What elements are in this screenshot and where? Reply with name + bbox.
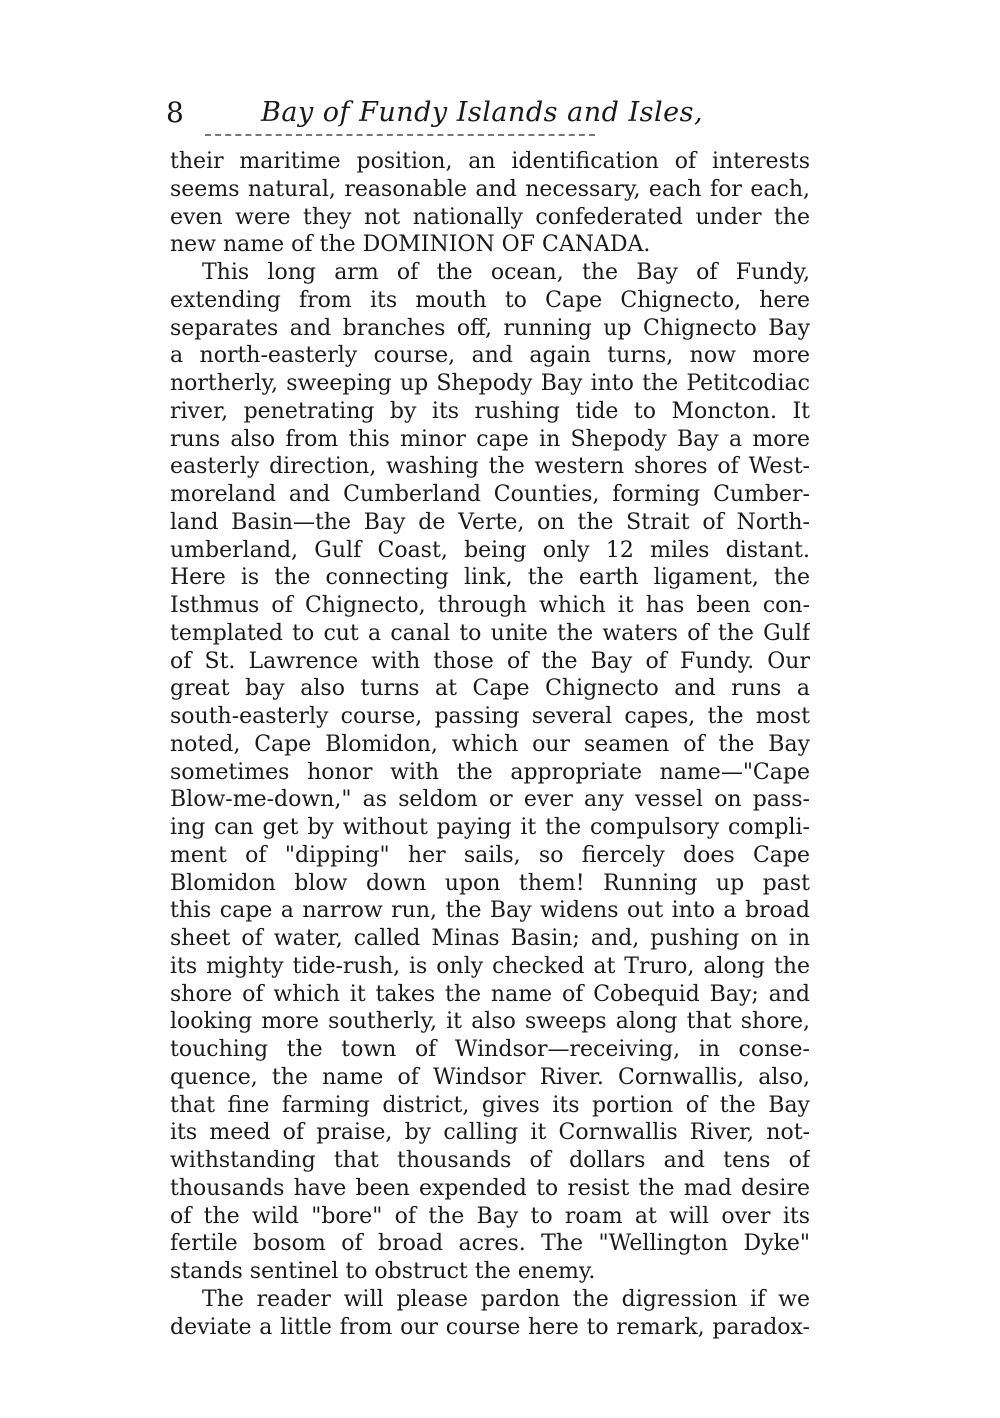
text-line: touching the town of Windsor—receiving, in conse- bbox=[170, 1037, 810, 1062]
text-line: Blow-me-down," as seldom or ever any vessel on pass- bbox=[170, 787, 810, 813]
text-line: land Basin—the Bay de Verte, on the Strait of North- bbox=[170, 509, 810, 535]
text-line: thousands have been expended to resist the mad desire bbox=[170, 1175, 810, 1201]
text-line: a north-easterly course, and again turns, now more bbox=[170, 343, 810, 369]
text-line: sheet of water, called Minas Basin; and, pushing on in bbox=[170, 926, 810, 951]
text-line: of St. Lawrence with those of the Bay of Fundy. Our bbox=[170, 648, 810, 674]
text-line: of the wild "bore" of the Bay to roam at will over its bbox=[170, 1203, 810, 1229]
page-header bbox=[166, 95, 811, 135]
running-head: Bay of Fundy Islands and Isles, bbox=[261, 97, 704, 128]
text-line: runs also from this minor cape in Shepody Bay a more bbox=[170, 426, 810, 452]
text-line: extending from its mouth to Cape Chignecto, here bbox=[170, 287, 810, 313]
text-line: even were they not nationally confederated under the bbox=[170, 204, 810, 230]
text-line: looking more southerly, it also sweeps along that shore, bbox=[170, 1009, 810, 1035]
text-line: new name of the DOMINION OF CANADA. bbox=[170, 232, 651, 258]
text-line: easterly direction, washing the western shores of West- bbox=[170, 454, 810, 480]
text-line: deviate a little from our course here to remark, paradox- bbox=[170, 1314, 810, 1340]
text-line: quence, the name of Windsor River. Cornwallis, also, bbox=[170, 1064, 810, 1090]
text-line: Blomidon blow down upon them! Running up past bbox=[170, 870, 810, 896]
text-line: Here is the connecting link, the earth ligament, the bbox=[170, 565, 810, 591]
text-line: its mighty tide-rush, is only checked at Truro, along the bbox=[170, 953, 810, 979]
text-line: withstanding that thousands of dollars and tens of bbox=[170, 1148, 810, 1173]
page-number: 8 bbox=[166, 96, 184, 129]
text-line: sometimes honor with the appropriate name—"Cape bbox=[170, 759, 810, 785]
text-line: The reader will please pardon the digression if we bbox=[202, 1286, 810, 1312]
text-line: separates and branches off, running up Chignecto Bay bbox=[170, 315, 810, 341]
header-rule bbox=[205, 134, 595, 136]
text-line: ing can get by without paying it the compulsory compli- bbox=[170, 815, 810, 840]
text-line: this cape a narrow run, the Bay widens out into a broad bbox=[170, 898, 810, 924]
text-line: south-easterly course, passing several capes, the most bbox=[170, 704, 810, 729]
text-line: great bay also turns at Cape Chignecto and runs a bbox=[170, 676, 810, 702]
text-line: river, penetrating by its rushing tide to Moncton. It bbox=[170, 398, 810, 424]
text-line: ment of "dipping" her sails, so fiercely does Cape bbox=[170, 842, 810, 868]
text-line: seems natural, reasonable and necessary, each for each, bbox=[170, 176, 810, 202]
text-line: templated to cut a canal to unite the waters of the Gulf bbox=[170, 620, 810, 646]
text-line: fertile bosom of broad acres. The "Wellington Dyke" bbox=[170, 1231, 810, 1257]
body-text bbox=[170, 148, 810, 1341]
text-line: stands sentinel to obstruct the enemy. bbox=[170, 1259, 596, 1284]
text-line: moreland and Cumberland Counties, forming Cumber- bbox=[170, 482, 810, 507]
text-line: that fine farming district, gives its portion of the Bay bbox=[170, 1092, 810, 1118]
text-line: its meed of praise, by calling it Cornwallis River, not- bbox=[170, 1120, 810, 1146]
text-line: Isthmus of Chignecto, through which it has been con- bbox=[170, 593, 810, 618]
text-line: shore of which it takes the name of Cobequid Bay; and bbox=[170, 981, 810, 1007]
text-line: their maritime position, an identification of interests bbox=[170, 149, 810, 174]
text-line: umberland, Gulf Coast, being only 12 miles distant. bbox=[170, 537, 810, 563]
text-line: This long arm of the ocean, the Bay of Fundy, bbox=[202, 260, 810, 285]
text-line: northerly, sweeping up Shepody Bay into the Petitcodiac bbox=[170, 371, 810, 396]
text-line: noted, Cape Blomidon, which our seamen of the Bay bbox=[170, 731, 810, 757]
